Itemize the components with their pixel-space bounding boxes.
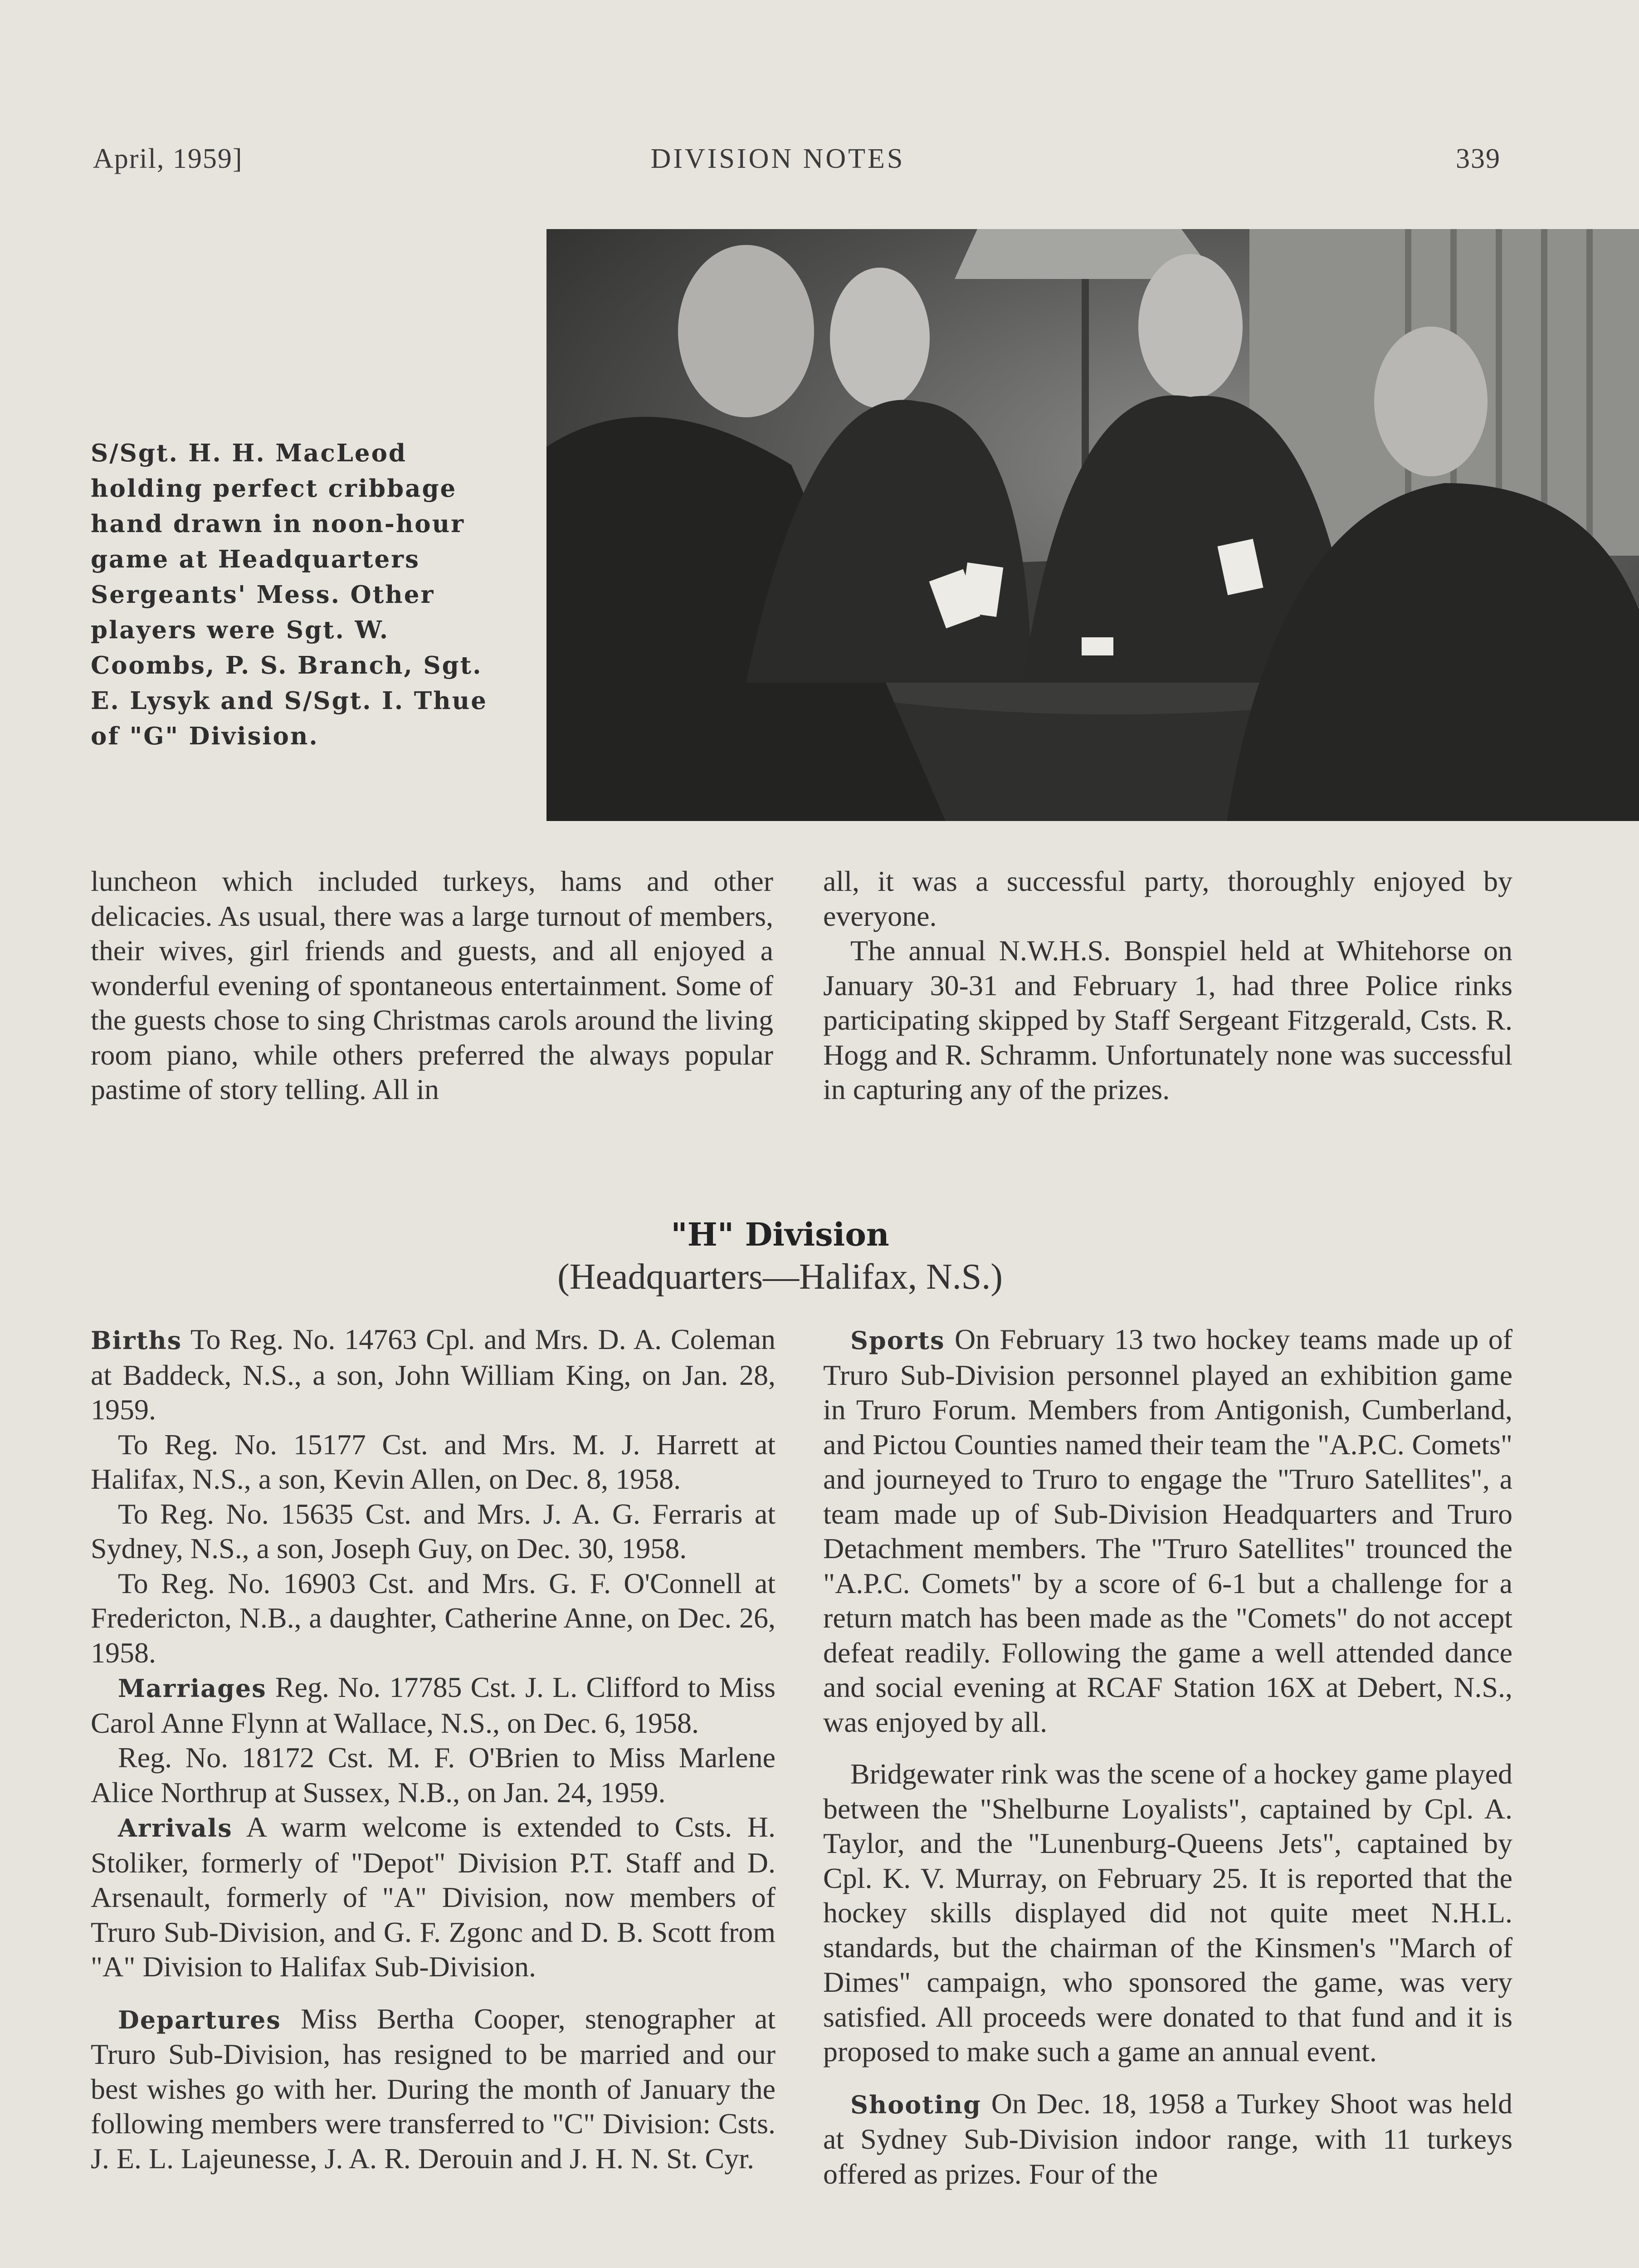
birth-notice: To Reg. No. 15177 Cst. and Mrs. M. J. Harrett at Halifax, N.S., a son, Kevin Allen, on Dec. 8, 1958. (91, 1428, 776, 1495)
sports-paragraph (823, 1322, 1512, 1740)
division-subheading: (Headquarters—Halifax, N.S.) (557, 1257, 1003, 1297)
article-paragraph: all, it was a successful party, thoroughly enjoyed by everyone. (823, 865, 1512, 932)
shooting-text: On Dec. 18, 1958 a Turkey Shoot was held at Sydney Sub-Division indoor range, with 11 turkeys offered as prizes. Four of the (823, 2087, 1513, 2190)
departures-text: Miss Bertha Cooper, stenographer at Truro Sub-Division, has resigned to be married and our best wishes go with her. During the month of January the following members were transferred to "C" Division: Csts. J. E. L. Lajeunesse, J. A. R. Derouin and J. H. N. St. Cyr. (91, 2002, 776, 2175)
arrivals-paragraph (91, 1810, 776, 1984)
marriage-notice: Reg. No. 17785 Cst. J. L. Clifford to Miss Carol Anne Flynn at Wallace, N.S., on Dec. 6, 1958. (91, 1671, 776, 1739)
birth-notice: To Reg. No. 16903 Cst. and Mrs. G. F. O'Connell at Fredericton, N.B., a daughter, Catherine Anne, on Dec. 26, 1958. (91, 1567, 776, 1669)
section-label-arrivals: Arrivals (118, 1813, 233, 1843)
division-heading: "H" Division (671, 1216, 889, 1253)
running-header-section: DIVISION NOTES (650, 143, 905, 174)
section-label-departures: Departures (118, 2005, 281, 2034)
section-label-shooting: Shooting (850, 2090, 981, 2119)
marriage-notice: Reg. No. 18172 Cst. M. F. O'Brien to Miss Marlene Alice Northrup at Sussex, N.B., on Jan. 24, 1959. (91, 1741, 776, 1809)
departures-paragraph (91, 2002, 776, 2176)
h-division-left-column (91, 1322, 776, 2176)
h-division-right-column (823, 1322, 1512, 2191)
article-paragraph: luncheon which included turkeys, hams and other delicacies. As usual, there was a large turnout of members, their wives, girl friends and guests, and all enjoyed a wonderful evening of spontaneous entertainment. Some of the guests chose to sing Christmas carols around the living room piano, while others preferred the always popular pastime of story telling. All in (91, 865, 773, 1105)
births-paragraph (91, 1322, 776, 1427)
photo-cribbage-game (546, 229, 1639, 821)
sports-paragraph-2: Bridgewater rink was the scene of a hockey game played between the "Shelburne Loyalists", captained by Cpl. A. Taylor, and the "Lunenburg-Queens Jets", captained by Cpl. K. V. Murray, on February 25. It is reported that the hockey skills displayed did not quite meet N.H.L. standards, but the chairman of the Kinsmen's "March of Dimes" campaign, who sponsored the game, was very satisfied. All proceeds were donated to that fund and it is proposed to make such a game an annual event. (823, 1758, 1512, 2068)
birth-notice: To Reg. No. 14763 Cpl. and Mrs. D. A. Coleman at Baddeck, N.S., a son, John William King, on Jan. 28, 1959. (91, 1323, 776, 1426)
section-label-sports: Sports (850, 1326, 945, 1355)
birth-notice: To Reg. No. 15635 Cst. and Mrs. J. A. G. Ferraris at Sydney, N.S., a son, Joseph Guy, on Dec. 30, 1958. (91, 1497, 776, 1564)
running-header-date: April, 1959] (93, 143, 243, 174)
article-continued-right-column (823, 864, 1512, 1107)
article-continued-left-column (91, 864, 773, 1107)
arrivals-text: A warm welcome is extended to Csts. H. Stoliker, formerly of "Depot" Division P.T. Staff and D. Arsenault, formerly of "A" Division, now members of Truro Sub-Division, and G. F. Zgonc and D. B. Scott from "A" Division to Halifax Sub-Division. (91, 1811, 776, 1983)
article-paragraph: The annual N.W.H.S. Bonspiel held at Whitehorse on January 30-31 and February 1, had three Police rinks participating skipped by Staff Sergeant Fitzgerald, Csts. R. Hogg and R. Schramm. Unfortunately none was successful in capturing any of the prizes. (823, 934, 1512, 1105)
page-number: 339 (1456, 143, 1501, 174)
photo-caption: S/Sgt. H. H. MacLeod holding perfect cribbage hand drawn in noon-hour game at Headquarters Sergeants' Mess. Other players were Sgt. W. Coombs, P. S. Branch, Sgt. E. Lysyk and S/Sgt. I. Thue of "G" Division. (91, 439, 488, 750)
sports-text: On February 13 two hockey teams made up of Truro Sub-Division personnel played an exhibition game in Truro Forum. Members from Antigonish, Cumberland, and Pictou Counties named their team the "A.P.C. Comets" and journeyed to Truro to engage the "Truro Satellites", a team made up of Sub-Division Headquarters and Truro Detachment members. The "Truro Satellites" trounced the "A.P.C. Comets" by a score of 6-1 but a challenge for a return match has been made as the "Comets" do not accept defeat readily. Following the game a well attended dance and social evening at RCAF Station 16X at Debert, N.S., was enjoyed by all. (823, 1323, 1513, 1738)
section-label-marriages: Marriages (118, 1674, 267, 1703)
shooting-paragraph (823, 2087, 1512, 2192)
marriages-paragraph (91, 1670, 776, 1740)
section-label-births: Births (91, 1326, 182, 1355)
